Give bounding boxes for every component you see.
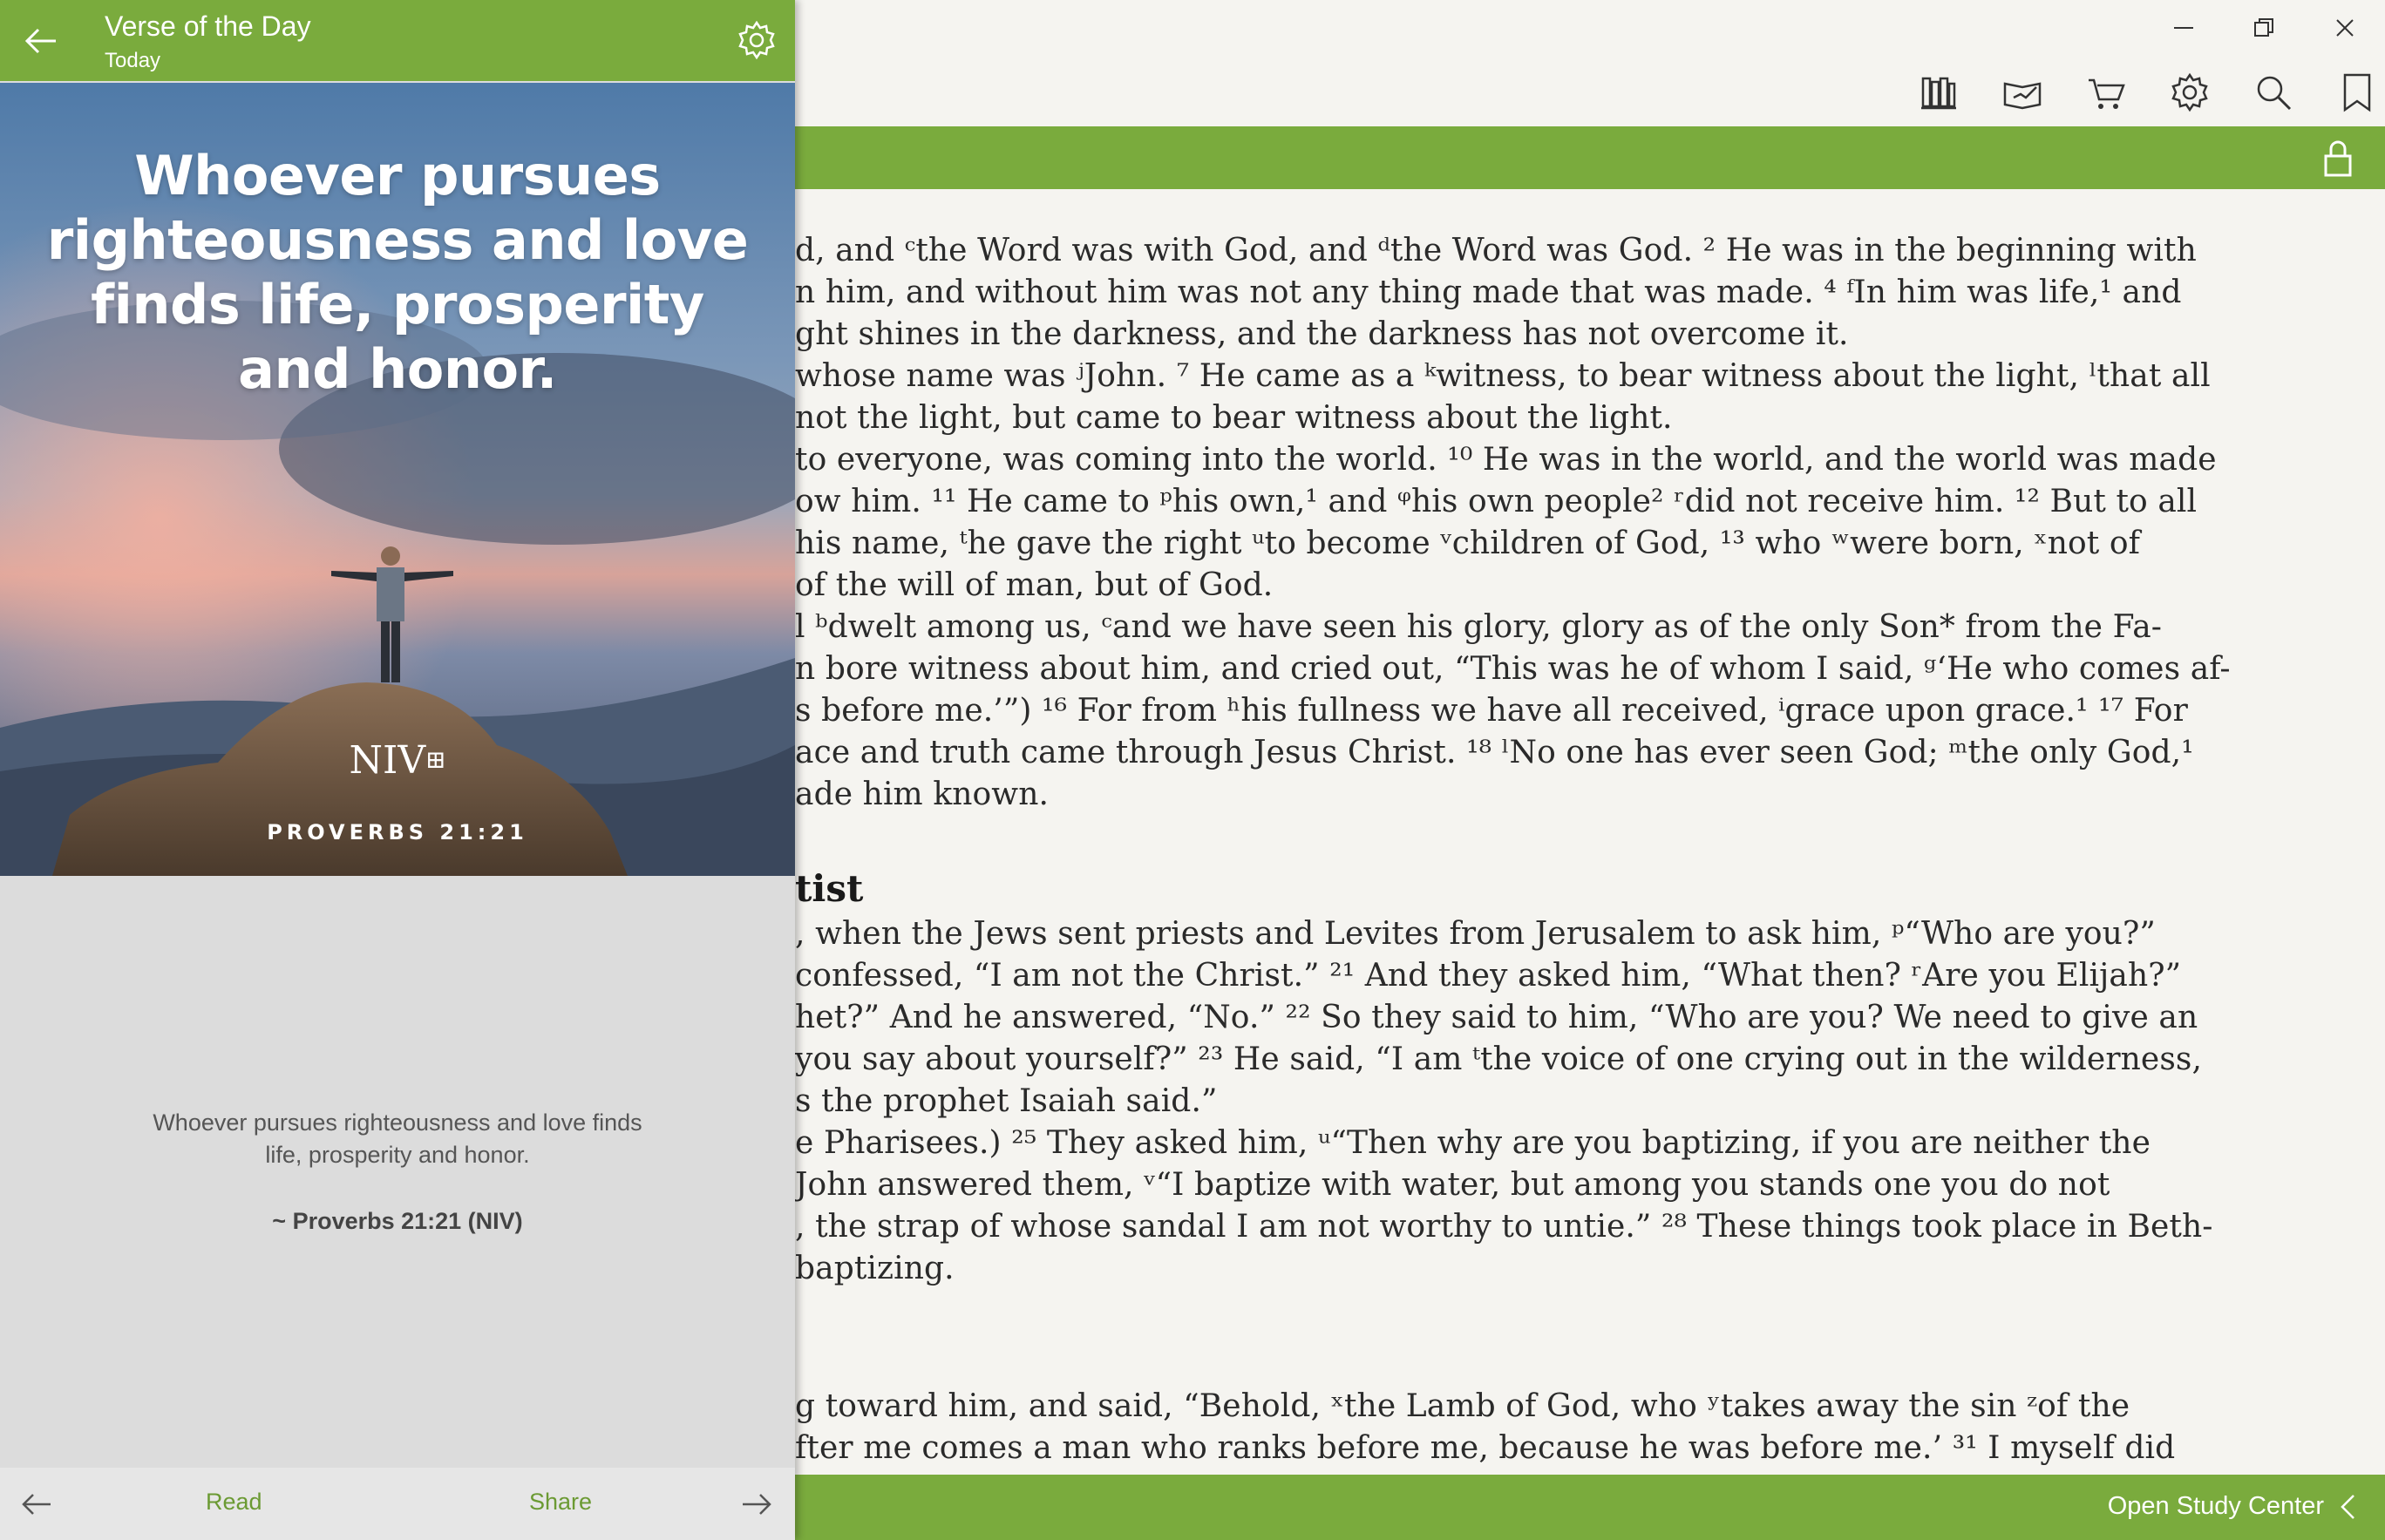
verse-line: s before me.’”) ¹⁶ For from ʰhis fullness we have all received, ⁱgrace upon grace.¹ ¹⁷ For xyxy=(795,693,2188,729)
next-arrow-icon[interactable] xyxy=(737,1485,776,1523)
library-icon xyxy=(1918,71,1960,113)
reference-bar[interactable] xyxy=(795,126,2385,189)
verse-reference: ~ Proverbs 21:21 (NIV) xyxy=(272,1208,523,1234)
verse-line: n him, and without him was not any thing made that was made. ⁴ ᶠIn him was life,¹ and xyxy=(795,275,2182,310)
minimize-icon xyxy=(2174,26,2193,30)
verse-line: baptizing. xyxy=(795,1251,955,1286)
store-button[interactable] xyxy=(2080,66,2132,119)
niv-logo-text: NIV xyxy=(349,738,426,783)
verse-line: confessed, “I am not the Christ.” ²¹ And they asked him, “What then? ʳAre you Elijah?” xyxy=(795,958,2182,994)
restore-icon xyxy=(2254,18,2273,37)
panel-title: Verse of the Day xyxy=(105,10,311,42)
library-button[interactable] xyxy=(1913,66,1965,119)
section-heading: tist xyxy=(795,867,864,910)
bible-text-reader[interactable] xyxy=(795,189,2385,1475)
panel-footer xyxy=(0,1468,795,1540)
back-arrow-icon[interactable] xyxy=(19,19,63,63)
settings-button[interactable] xyxy=(2164,66,2216,119)
lock-icon[interactable] xyxy=(2317,137,2359,179)
previous-arrow-icon[interactable] xyxy=(17,1485,56,1523)
cart-icon xyxy=(2085,71,2127,113)
verse-line: of the will of man, but of God. xyxy=(795,567,1274,603)
verse-line: not the light, but came to bear witness about the light. xyxy=(795,400,1673,436)
niv-logo: NIV⊞ xyxy=(349,738,446,783)
verse-text: Whoever pursues righteousness and love finds life, prosperity and honor. xyxy=(153,1109,642,1168)
verse-line: ade him known. xyxy=(795,777,1050,812)
read-button[interactable]: Read xyxy=(206,1489,262,1515)
search-button[interactable] xyxy=(2247,66,2300,119)
verse-line: fter me comes a man who ranks before me, because he was before me.’ ³¹ I myself did xyxy=(795,1430,2176,1466)
verse-line: ace and truth came through Jesus Christ. ¹⁸ ˡNo one has ever seen God; ᵐthe only God,¹ xyxy=(795,735,2194,770)
verse-of-the-day-panel xyxy=(0,0,795,1540)
verse-line: l ᵇdwelt among us, ᶜand we have seen his glory, glory as of the only Son* from the Fa- xyxy=(795,609,2163,645)
verse-line: d, and ᶜthe Word was with God, and ᵈthe Word was God. ² He was in the beginning with xyxy=(795,233,2197,268)
verse-line: , when the Jews sent priests and Levites from Jerusalem to ask him, ᵖ“Who are you?” xyxy=(795,916,2156,952)
bottom-bar xyxy=(795,1475,2385,1540)
verse-line: e Pharisees.) ²⁵ They asked him, ᵘ“Then why are you baptizing, if you are neither the xyxy=(795,1125,2151,1161)
panel-subtitle: Today xyxy=(105,49,161,72)
title-bar xyxy=(795,0,2385,126)
verse-line: to everyone, was coming into the world. ¹⁰ He was in the world, and the world was made xyxy=(795,442,2217,478)
verse-line: n bore witness about him, and cried out, “This was he of whom I said, ᵍ‘He who comes af- xyxy=(795,651,2231,687)
panel-header xyxy=(0,0,795,81)
bookmark-icon xyxy=(2336,71,2378,113)
verse-line: g toward him, and said, “Behold, ˣthe Lamb of God, who ʸtakes away the sin ᶻof the xyxy=(795,1388,2130,1424)
verse-line: whose name was ʲJohn. ⁷ He came as a ᵏwitness, to bear witness about the light, ˡthat all xyxy=(795,358,2211,394)
verse-image-reference: PROVERBS 21:21 xyxy=(267,820,528,845)
search-icon xyxy=(2252,71,2294,113)
verse-line: , the strap of whose sandal I am not worthy to untie.” ²⁸ These things took place in Beth- xyxy=(795,1209,2213,1245)
verse-line: ght shines in the darkness, and the darkness has not overcome it. xyxy=(795,316,1849,352)
bookmark-button[interactable] xyxy=(2331,66,2383,119)
chevron-left-icon xyxy=(2340,1494,2355,1520)
gear-icon xyxy=(2169,71,2211,113)
close-icon xyxy=(2335,18,2354,37)
verse-line: John answered them, ᵛ“I baptize with water, but among you stands one you do not xyxy=(795,1167,2110,1203)
share-button[interactable]: Share xyxy=(529,1489,593,1515)
verse-line: you say about yourself?” ²³ He said, “I am ᵗthe voice of one crying out in the wilderness, xyxy=(795,1041,2203,1077)
close-button[interactable] xyxy=(2319,10,2371,45)
study-center-label: Open Study Center xyxy=(2107,1492,2324,1520)
open-study-center-button[interactable] xyxy=(2108,1492,2355,1521)
verse-line: s the prophet Isaiah said.” xyxy=(795,1083,1218,1119)
verse-line: het?” And he answered, “No.” ²² So they said to him, “Who are you? We need to give an xyxy=(795,1000,2198,1035)
reading-plan-icon xyxy=(2001,71,2043,113)
verse-image-quote: Whoever pursues righteousness and love finds life, prosperity and honor. xyxy=(46,144,749,401)
verse-line: his name, ᵗhe gave the right ᵘto become ᵛchildren of God, ¹³ who ʷwere born, ˣnot of xyxy=(795,526,2141,561)
reading-plan-button[interactable] xyxy=(1996,66,2049,119)
verse-line: ow him. ¹¹ He came to ᵖhis own,¹ and ᵠhis own people² ʳdid not receive him. ¹² But to all xyxy=(795,484,2198,519)
verse-image[interactable] xyxy=(0,83,795,876)
restore-button[interactable] xyxy=(2238,10,2290,45)
gear-icon[interactable] xyxy=(736,19,778,61)
minimize-button[interactable] xyxy=(2157,10,2210,45)
